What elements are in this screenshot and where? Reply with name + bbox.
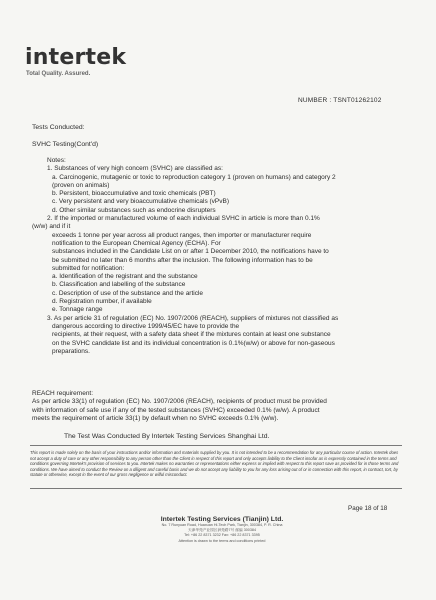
notes-line: 1. Substances of very high concern (SVHC) are classified as: xyxy=(47,165,223,173)
notes-line: 2. If the imported or manufactured volume of each individual SVHC in article is more than 0.1% xyxy=(47,215,320,223)
reach-line: meets the requirement of article 33(1) by default when no SVHC exceeds 0.1% (w/w). xyxy=(32,414,279,422)
footer-attention: Attention is drawn to the terms and conditions printed xyxy=(178,538,266,543)
footer-company: Intertek Testing Services (Tianjin) Ltd. xyxy=(160,516,284,523)
notes-line: a. Identification of the registrant and the substance xyxy=(52,273,198,281)
notes-line: c. Description of use of the substance and the article xyxy=(52,289,204,297)
notes-heading: Notes: xyxy=(47,157,66,164)
notes-line: c. Very persistent and very bioaccumulative chemicals (vPvB) xyxy=(52,198,230,206)
notes-line: dangerous according to directive 1999/45/EC have to provide the xyxy=(52,322,240,330)
conducted-by-statement: The Test Was Conducted By Intertek Testing Services Shanghai Ltd. xyxy=(64,433,270,440)
notes-line: e. Tonnage range xyxy=(52,306,103,314)
notes-line: a. Carcinogenic, mutagenic or toxic to reproduction category 1 (proven on humans) and category 2 xyxy=(52,173,336,181)
divider-top xyxy=(30,445,402,446)
divider-bottom xyxy=(30,488,402,489)
notes-line: on the SVHC candidate list and its individual concentration is 0.1%(w/w) or above for non-gaseous xyxy=(52,339,335,347)
reach-requirement-block xyxy=(32,390,392,423)
page-number: Page 18 of 18 xyxy=(348,505,388,512)
logo-tagline: Total Quality. Assured. xyxy=(26,71,91,77)
section-title: SVHC Testing(Cont'd) xyxy=(32,141,99,148)
notes-line: substances included in the Candidate List on or after 1 December 2010, the notifications have to xyxy=(52,248,329,256)
notes-block xyxy=(32,157,392,356)
logo-wordmark: intertek xyxy=(25,45,127,70)
notes-line: notification to the European Chemical Agency (ECHA). For xyxy=(52,239,221,247)
notes-line: preparations. xyxy=(52,347,90,355)
notes-line: d. Other similar substances such as endocrine disrupters xyxy=(52,206,216,214)
notes-line: be submitted no later than 6 months after the inclusion. The following information has to be xyxy=(52,256,313,264)
report-number: NUMBER : TSNT01262102 xyxy=(298,97,382,104)
intertek-logo xyxy=(25,47,126,77)
footer xyxy=(0,516,436,544)
notes-line: submitted for notification: xyxy=(52,264,125,272)
notes-line: d. Registration number, if available xyxy=(52,298,152,306)
notes-line: b. Classification and labelling of the substance xyxy=(52,281,186,289)
notes-line: b. Persistent, bioaccumulative and toxic chemicals (PBT) xyxy=(52,190,216,198)
reach-line: As per article 33(1) of regulation (EC) No. 1907/2006 (REACH), recipients of product must be provided xyxy=(32,398,327,406)
reach-line: with information of safe use if any of the tested substances (SVHC) exceeded 0.1% (w/w). A product xyxy=(32,406,320,414)
footer-chinese-address: 天津华苑产业园区润苑路7号 邮编 300384 xyxy=(187,528,257,533)
notes-line: 3. As per article 31 of regulation (EC) No. 1907/2006 (REACH), suppliers of mixtures not classified as xyxy=(47,314,339,322)
disclaimer-text: This report is made solely on the basis of your instructions and/or information and materials supplied by you. It is not intended to be a recommendation for any particular course of action. Intertek does not accept a duty of care or any other responsibility to any person other than the Client in respect of this report and only accepts liability to the Client insofar as is expressly contained in the terms and conditions governing Intertek's provision of services to you. Intertek makes no warranties or representations either express or implied with respect to this report save as provided for in those terms and conditions. We have aimed to conduct the Review on a diligent and careful basis and we do not accept any liability to you for any loss arising out of or in connection with this report, in contract, tort, by statute or otherwise, except in the event of our gross negligence or wilful misconduct. xyxy=(30,450,399,478)
notes-line: (proven on animals) xyxy=(52,181,110,189)
footer-address: No. 7 Runyuan Road, Huaxuan Hi-Tech Park, Tianjin, 300384, P. R. China xyxy=(161,523,283,527)
notes-line: (w/w) and if it xyxy=(32,223,71,231)
tests-conducted-heading: Tests Conducted: xyxy=(32,124,85,131)
footer-phone: Tel: +86 22 8371 3232 Fax: +86 22 8371 3395 xyxy=(184,533,260,538)
notes-line: recipients, at their request, with a safety data sheet if the mixtures contain at least one substance xyxy=(52,331,331,339)
notes-line: exceeds 1 tonne per year across all product ranges, then importer or manufacturer require xyxy=(52,231,312,239)
reach-heading: REACH requirement: xyxy=(32,390,94,397)
